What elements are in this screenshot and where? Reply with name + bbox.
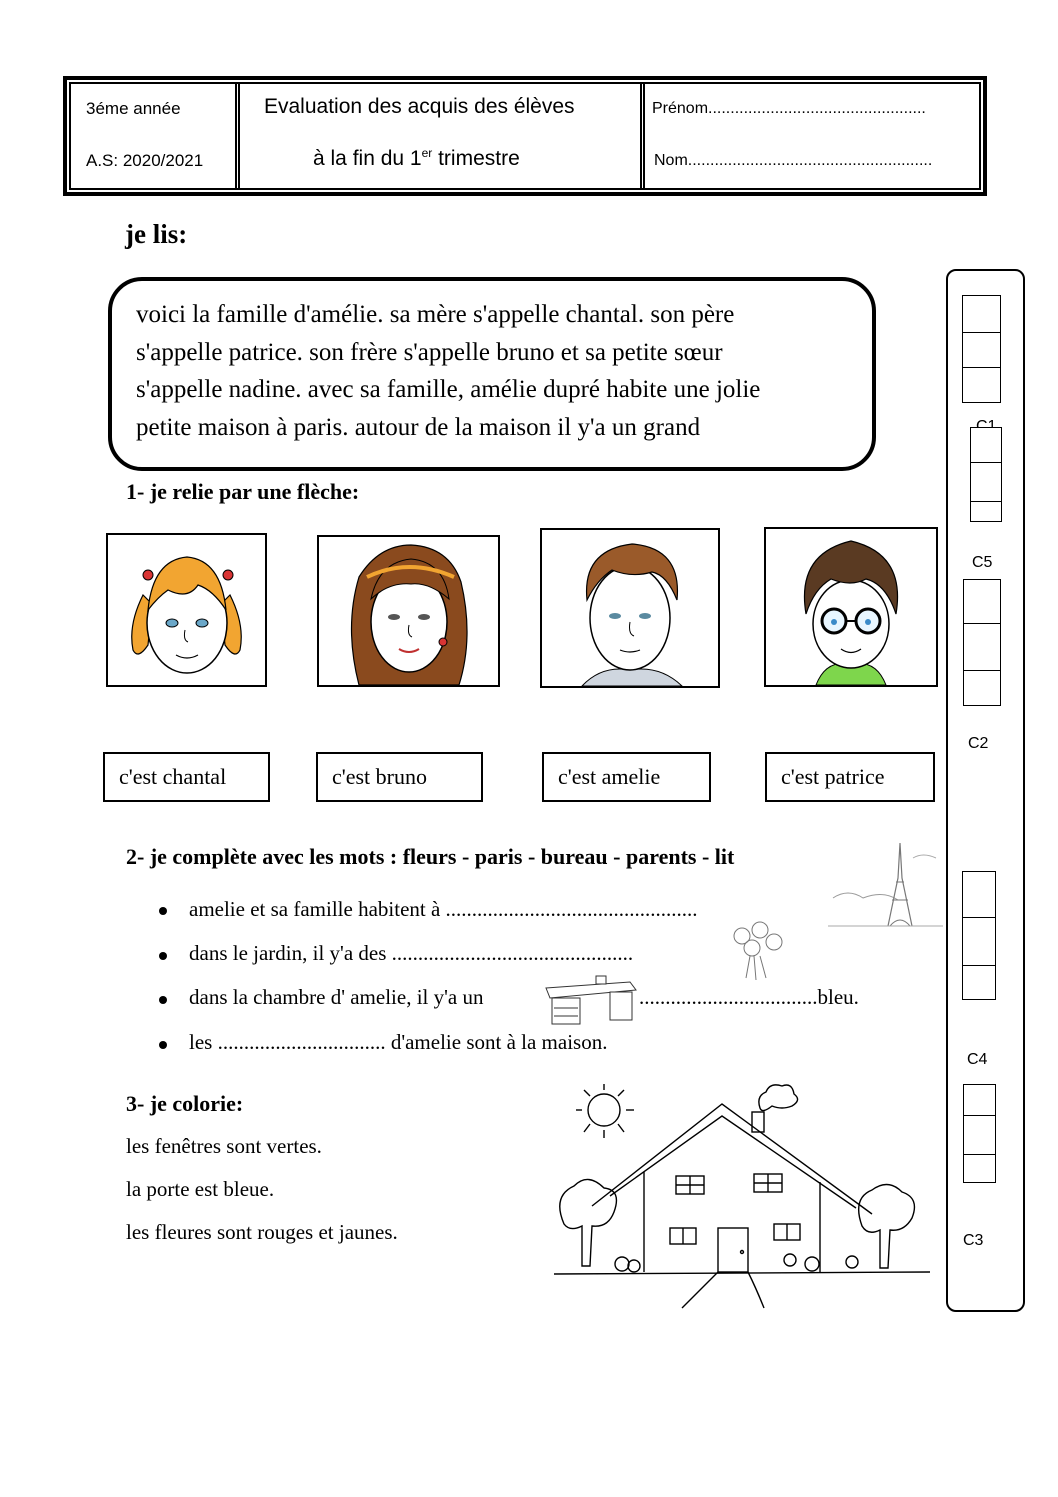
reading-line: s'appelle nadine. avec sa famille, amélie dupré habite une jolie bbox=[136, 376, 761, 403]
grid-divider bbox=[963, 623, 1001, 624]
exercise2-item-1: amelie et sa famille habitent à ................................................ bbox=[189, 897, 698, 921]
exercise2-item-3-tail: ..................................bleu. bbox=[639, 985, 859, 1009]
desk-image bbox=[540, 972, 638, 1028]
score-grid[interactable] bbox=[962, 871, 996, 1000]
label-box-bruno[interactable]: c'est bruno bbox=[316, 752, 483, 802]
score-grid[interactable] bbox=[963, 1084, 996, 1183]
reading-line: s'appelle patrice. son frère s'appelle bruno et sa petite sœur bbox=[136, 338, 723, 366]
header-divider bbox=[235, 82, 240, 190]
grid-divider bbox=[970, 462, 1002, 463]
score-grid[interactable] bbox=[970, 427, 1002, 522]
exercise3-line-2: la porte est bleue. bbox=[126, 1177, 275, 1201]
reading-line: voici la famille d'amélie. sa mère s'appelle chantal. son père bbox=[136, 301, 735, 328]
prenom-field[interactable]: Prénom................................................. bbox=[652, 100, 926, 117]
flower-bouquet-image bbox=[724, 918, 790, 986]
exercise2-item-2: dans le jardin, il y'a des .............................................. bbox=[189, 941, 634, 965]
exercise3-line-1: les fenêtres sont vertes. bbox=[126, 1134, 322, 1158]
grid-divider bbox=[962, 965, 996, 966]
face-image-woman-brown-hair bbox=[317, 535, 500, 687]
score-grid[interactable] bbox=[962, 295, 1001, 403]
label-box-chantal[interactable]: c'est chantal bbox=[103, 752, 270, 802]
grid-divider bbox=[962, 332, 1001, 333]
evaluation-subtitle: à la fin du 1er trimestre bbox=[313, 146, 520, 170]
face-image-boy-glasses bbox=[764, 527, 938, 687]
bullet bbox=[159, 952, 167, 960]
reading-line: petite maison à paris. autour de la maison il y'a un grand bbox=[136, 413, 701, 441]
reading-heading: je lis: bbox=[125, 219, 188, 249]
evaluation-title: Evaluation des acquis des élèves bbox=[264, 95, 575, 118]
exercise1-heading: 1- je relie par une flèche: bbox=[126, 479, 360, 504]
grid-divider bbox=[963, 1115, 996, 1116]
exercise2-item-3: dans la chambre d' amelie, il y'a un bbox=[189, 985, 484, 1009]
exercise3-line-3: les fleures sont rouges et jaunes. bbox=[126, 1220, 398, 1244]
score-label-c3: C3 bbox=[963, 1232, 984, 1249]
grid-divider bbox=[962, 917, 996, 918]
face-image-girl-pigtails bbox=[106, 533, 267, 687]
grid-divider bbox=[970, 501, 1002, 502]
bullet bbox=[159, 996, 167, 1004]
exercise3-heading: 3- je colorie: bbox=[126, 1091, 244, 1116]
grade-label: 3éme année bbox=[86, 99, 181, 118]
score-label-c5: C5 bbox=[972, 554, 993, 571]
grid-divider bbox=[963, 1154, 996, 1155]
grid-divider bbox=[963, 670, 1001, 671]
reading-text bbox=[136, 296, 866, 446]
score-label-c2: C2 bbox=[968, 735, 989, 752]
eiffel-tower-image bbox=[828, 838, 943, 930]
score-grid[interactable] bbox=[963, 579, 1001, 706]
grid-divider bbox=[962, 367, 1001, 368]
header-divider bbox=[640, 82, 645, 190]
exercise2-heading: 2- je complète avec les mots : fleurs - paris - bureau - parents - lit bbox=[126, 844, 735, 869]
bullet bbox=[159, 1041, 167, 1049]
bullet bbox=[159, 907, 167, 915]
exercise2-item-4: les ................................ d'amelie sont à la maison. bbox=[189, 1030, 608, 1054]
school-year-label: A.S: 2020/2021 bbox=[86, 151, 204, 170]
label-box-patrice[interactable]: c'est patrice bbox=[765, 752, 935, 802]
face-image-man bbox=[540, 528, 720, 688]
label-box-amelie[interactable]: c'est amelie bbox=[542, 752, 711, 802]
house-coloring-image bbox=[552, 1076, 932, 1312]
nom-field[interactable]: Nom....................................................... bbox=[654, 152, 933, 169]
score-label-c4: C4 bbox=[967, 1051, 988, 1068]
